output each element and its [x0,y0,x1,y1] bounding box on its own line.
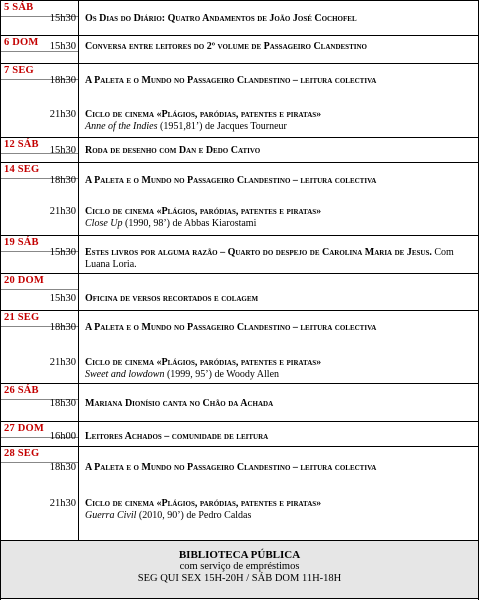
day-label: 28 SEG [4,448,40,459]
column-divider [78,0,79,540]
event-item [85,462,470,474]
film-title: Sweet and lowdown [85,369,165,380]
day-label: 5 SÁB [4,2,34,13]
day-label: 7 SEG [4,65,34,76]
library-footer [1,540,478,599]
event-time: 15h30 [49,41,76,52]
event-time: 21h30 [49,109,76,120]
film-details: (1951,81’) de Jacques Tourneur [157,121,287,132]
row-divider [0,383,479,384]
event-time: 15h30 [49,293,76,304]
event-time: 18h30 [49,322,76,333]
day-label: 12 SÁB [4,139,39,150]
row-divider [0,0,479,1]
event-title: Os Dias do Diário: Quatro Andamentos de João José Cochofel [85,13,357,24]
row-divider [0,310,479,311]
day-label: 6 DOM [4,37,39,48]
day-label: 14 SEG [4,164,40,175]
table-border-left [0,0,1,600]
film-details: (1999, 95’) de Woody Allen [164,369,280,380]
event-title: Leitores Achados – comunidade de leitura [85,431,269,442]
event-title: Roda de desenho com Dan e Dedo Cativo [85,145,261,156]
footer-service: com serviço de empréstimos [179,561,300,572]
event-time: 16h00 [49,431,76,442]
event-title: A Paleta e o Mundo no Passageiro Clandestino – leitura colectiva [85,462,377,473]
row-divider [0,35,479,36]
event-title: Ciclo de cinema «Plágios, paródias, patentes e piratas» [85,109,322,120]
event-title: Ciclo de cinema «Plágios, paródias, patentes e piratas» [85,498,322,509]
event-title: Estes livros por alguma razão – Quarto do despejo de Carolina Maria de Jesus. [85,247,432,258]
event-time: 15h30 [49,13,76,24]
row-divider [0,273,479,274]
event-item [85,75,470,87]
day-label: 19 SÁB [4,237,39,248]
event-item [85,322,470,334]
day-label: 20 DOM [4,275,44,286]
event-time: 15h30 [49,145,76,156]
event-time: 18h30 [49,75,76,86]
day-separator [0,289,78,290]
event-item [85,145,470,157]
event-title: Oficina de versos recortados e colagem [85,293,259,304]
event-time: 18h30 [49,175,76,186]
event-item [85,431,470,443]
film-credit [85,369,470,381]
row-divider [0,162,479,163]
event-title-note: Com Luana Loria. [85,247,454,270]
day-label: 26 SÁB [4,385,39,396]
event-time: 18h30 [49,462,76,473]
event-title: A Paleta e o Mundo no Passageiro Clandestino – leitura colectiva [85,175,377,186]
film-details: (1990, 98’) de Abbas Kiarostami [122,218,257,229]
event-item [85,293,470,305]
row-divider [0,137,479,138]
event-item [85,357,470,381]
event-item [85,175,470,187]
film-title: Guerra Civil [85,510,137,521]
row-divider [0,446,479,447]
row-divider [0,421,479,422]
event-item [85,13,470,25]
event-time: 21h30 [49,357,76,368]
event-item [85,247,470,271]
footer-heading: BIBLIOTECA PÚBLICA [178,549,301,561]
event-item [85,206,470,230]
event-item [85,109,470,133]
row-divider [0,63,479,64]
event-time: 15h30 [49,247,76,258]
row-divider [0,235,479,236]
event-item [85,41,470,53]
event-title: Conversa entre leitores do 2º volume de Passageiro Clandestino [85,41,367,52]
event-title: A Paleta e o Mundo no Passageiro Clandestino – leitura colectiva [85,75,377,86]
event-time: 21h30 [49,498,76,509]
day-label: 21 SEG [4,312,40,323]
event-time: 21h30 [49,206,76,217]
event-title: Ciclo de cinema «Plágios, paródias, patentes e piratas» [85,357,322,368]
film-credit [85,121,470,133]
footer-hours: SEG QUI SEX 15H-20H / SÁB DOM 11H-18H [137,573,342,584]
event-item [85,498,470,522]
day-label: 27 DOM [4,423,44,434]
event-title: A Paleta e o Mundo no Passageiro Clandestino – leitura colectiva [85,322,377,333]
event-time: 18h30 [49,398,76,409]
film-title: Close Up [85,218,123,229]
event-item [85,398,470,410]
film-details: (2010, 90’) de Pedro Caldas [136,510,252,521]
event-title: Mariana Dionísio canta no Chão da Achada [85,398,274,409]
film-title: Anne of the Indies [85,121,158,132]
film-credit [85,510,470,522]
event-title: Ciclo de cinema «Plágios, paródias, patentes e piratas» [85,206,322,217]
film-credit [85,218,470,230]
